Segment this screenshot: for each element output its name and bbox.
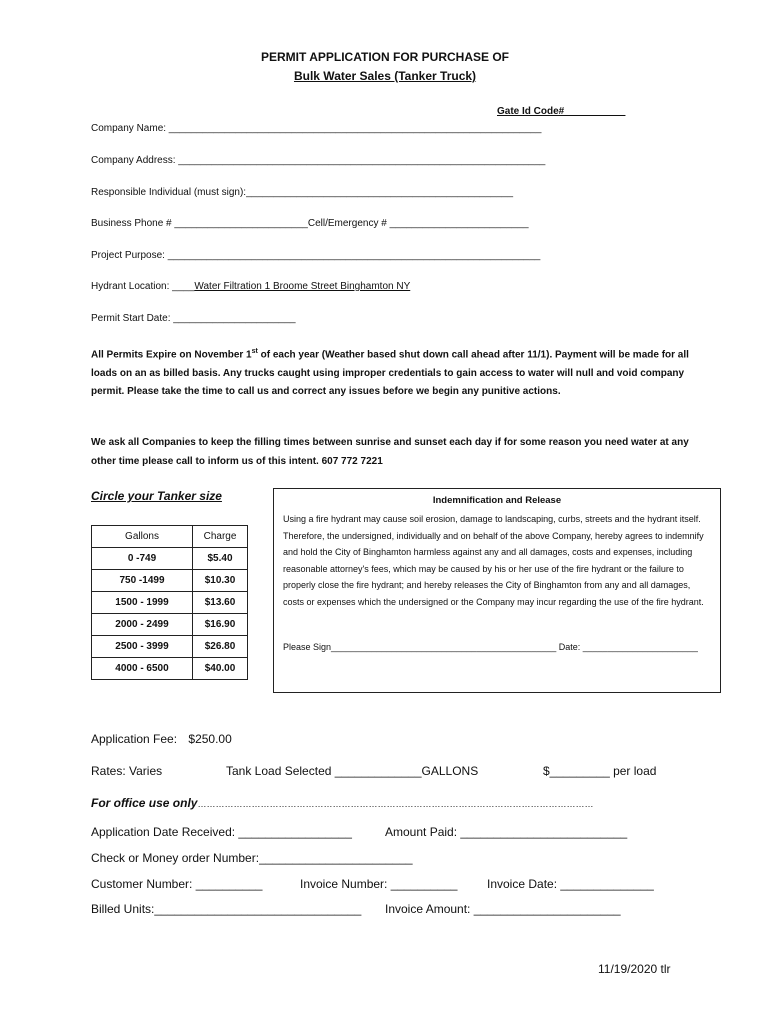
invoice-number-field[interactable]: Invoice Number: __________ [300,877,458,891]
billed-units-field[interactable]: Billed Units:_______________________________ [91,902,362,916]
project-purpose-field[interactable]: Project Purpose: ___________________________________________________________________ [91,250,541,261]
charge-cell: $5.40 [193,548,248,570]
table-row[interactable] [92,636,248,658]
office-use-dots: …………………………………………………………………………………………………………………… [197,799,594,809]
invoice-date-field[interactable]: Invoice Date: ______________ [487,877,654,891]
amount-paid-field[interactable]: Amount Paid: _________________________ [385,825,628,839]
notice-superscript: st [251,348,258,355]
gallons-cell: 4000 - 6500 [92,658,193,680]
form-title: PERMIT APPLICATION FOR PURCHASE OF [260,50,509,64]
application-date-field[interactable]: Application Date Received: _________________ [91,825,352,839]
company-name-field[interactable]: Company Name: ___________________________________________________________________ [91,123,542,134]
table-header-row [92,526,248,548]
tank-load-field[interactable]: Tank Load Selected _____________GALLONS [226,764,479,778]
permit-start-date-field[interactable]: Permit Start Date: ______________________ [91,313,296,324]
gate-id-field[interactable]: Gate Id Code#___________ [497,106,626,117]
application-fee [91,732,232,746]
gallons-cell: 1500 - 1999 [92,592,193,614]
invoice-amount-field[interactable]: Invoice Amount: ______________________ [385,902,621,916]
charge-cell: $26.80 [193,636,248,658]
form-subtitle-text: Bulk Water Sales (Tanker Truck) [293,69,477,83]
company-address-field[interactable]: Company Address: __________________________________________________________________ [91,155,546,166]
check-number-field[interactable]: Check or Money order Number:_______________________ [91,851,413,865]
table-row[interactable] [92,658,248,680]
charge-header: Charge [193,526,248,548]
phone-fields[interactable]: Business Phone # ________________________Cell/Emergency # _________________________ [91,218,529,229]
rates-label: Rates: Varies [91,764,163,778]
gallons-cell: 2000 - 2499 [92,614,193,636]
hydrant-location-label: Hydrant Location: ____ [91,281,195,292]
filling-times-notice: We ask all Companies to keep the filling times between sunrise and sunset each day if for some reason you need water at any other time please call to inform us of this intent. 607 772 7221 [91,437,689,467]
form-subtitle [0,69,770,83]
notice-text-b: of each year (Weather based shut down call ahead after 11/1). Payment will be made for all loads on an as billed basis. Any trucks caught using improper credentials to gain access to water will null and void company permit. Please take the time to call us and correct any issues before we begin any punitive actions. [91,349,689,398]
gallons-cell: 2500 - 3999 [92,636,193,658]
office-use-heading [91,796,593,810]
table-row[interactable] [92,614,248,636]
indemnification-body: Using a fire hydrant may cause soil erosion, damage to landscaping, curbs, streets and the hydrant itself. Therefore, the undersigned, individually and on behalf of the above Company, hereby agrees to indemnify and hold the City of Binghamton harmless against any and all damages, costs and expenses, including reasonable attorney's fees, which may be caused by his or her use of the fire hydrant or the failure to properly close the fire hydrant; and hereby releases the City of Binghamton from any and all damages, costs or expenses which the undersigned or the Company may incur regarding the use of the fire hydrant. [283,514,704,607]
application-fee-label: Application Fee: [91,732,178,746]
gallons-cell: 0 -749 [92,548,193,570]
table-row[interactable] [92,570,248,592]
footer-date-initials: 11/19/2020 tlr [598,962,671,976]
charge-cell: $40.00 [193,658,248,680]
tanker-size-heading: Circle your Tanker size [91,489,222,503]
tanker-size-table [91,525,248,680]
application-fee-value: $250.00 [188,732,232,746]
hydrant-location-field[interactable] [91,281,410,292]
office-use-label: For office use only [91,796,198,810]
indemnification-box [273,488,721,693]
gallons-cell: 750 -1499 [92,570,193,592]
table-row[interactable] [92,548,248,570]
signature-date-field[interactable]: Please Sign_____________________________________________ Date: _______________________ [283,642,698,652]
charge-cell: $10.30 [193,570,248,592]
table-row[interactable] [92,592,248,614]
hydrant-location-value: Water Filtration 1 Broome Street Binghamton NY [194,281,411,292]
per-load-field[interactable]: $_________ per load [543,764,657,778]
charge-cell: $13.60 [193,592,248,614]
indemnification-heading: Indemnification and Release [432,495,562,506]
notice-text-a: All Permits Expire on November 1 [91,349,252,361]
gallons-header: Gallons [92,526,193,548]
permit-expiry-notice [91,343,691,402]
charge-cell: $16.90 [193,614,248,636]
customer-number-field[interactable]: Customer Number: __________ [91,877,263,891]
responsible-individual-field[interactable]: Responsible Individual (must sign):________________________________________________ [91,187,514,198]
